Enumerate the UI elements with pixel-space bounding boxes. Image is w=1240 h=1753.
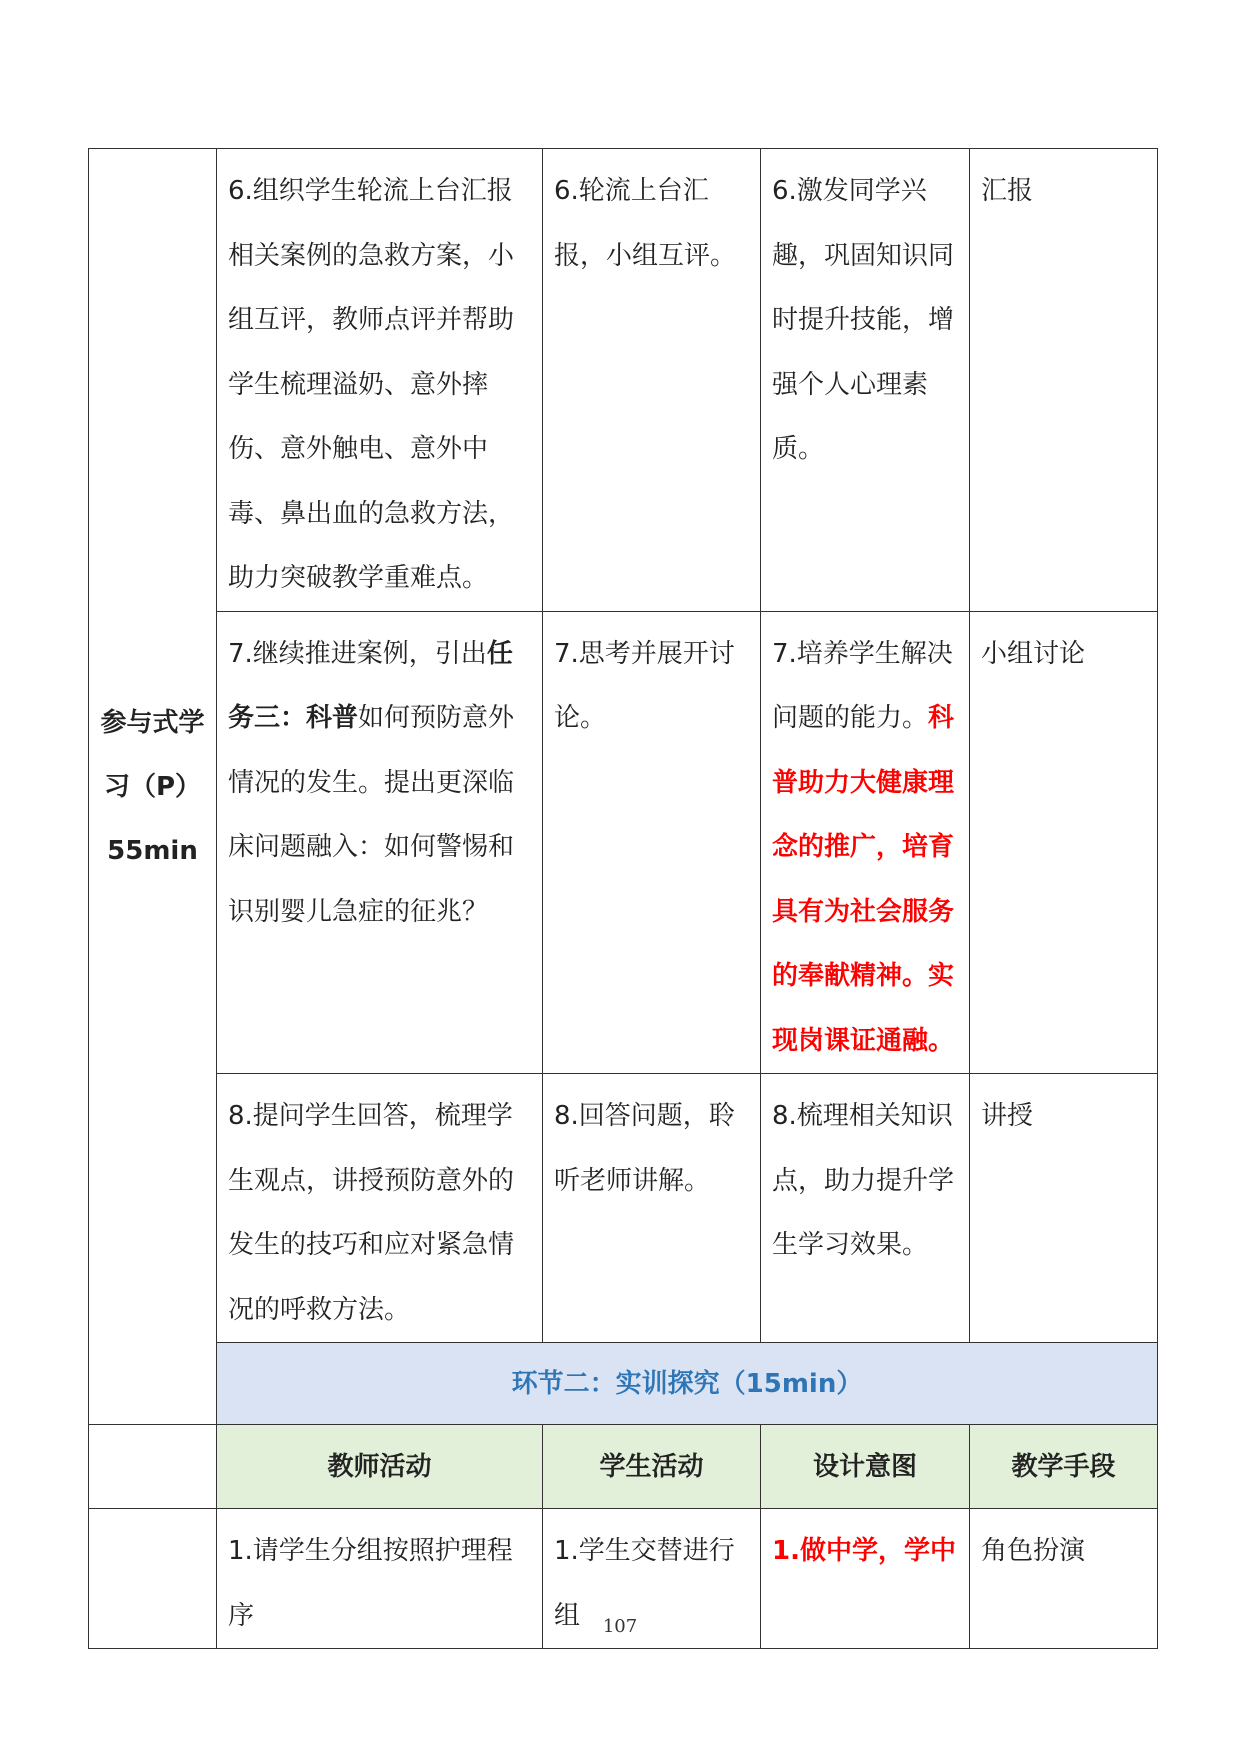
header-teaching-method: 教学手段 [970,1425,1158,1509]
teacher-activity-text: 7.继续推进案例，引出 [228,638,487,669]
phase-label-line1: 参与式学 [100,707,205,738]
teacher-activity-cell [217,611,543,1074]
student-activity-cell: 6.轮流上台汇报，小组互评。 [543,149,761,612]
phase-label-cell [89,149,217,1425]
section-row [89,1343,1158,1425]
teacher-activity-cell: 1.请学生分组按照护理程序 [217,1509,543,1649]
teaching-method-cell: 小组讨论 [970,611,1158,1074]
header-student-activity: 学生活动 [543,1425,761,1509]
task-three-highlight: 任务三：科普 [228,638,513,733]
header-design-intent: 设计意图 [761,1425,970,1509]
student-activity-cell: 7.思考并展开讨论。 [543,611,761,1074]
page-number: 107 [602,1616,638,1637]
teaching-method-cell: 讲授 [970,1074,1158,1343]
phase-label-line2: 习（P） [103,771,202,802]
header-teacher-activity: 教师活动 [217,1425,543,1509]
column-header-row [89,1425,1158,1509]
design-intent-cell: 1.做中学，学中 [761,1509,970,1649]
ideological-highlight: 科普助力大健康理念的推广，培育具有为社会服务的奉献精神。实现岗课证通融。 [772,703,955,1056]
student-activity-cell: 1.学生交替进行组 [543,1509,761,1649]
design-intent-cell: 8.梳理相关知识点，助力提升学生学习效果。 [761,1074,970,1343]
table-row [89,611,1158,1074]
phase-label-duration: 55min [107,835,198,866]
teacher-activity-text-cont: 如何预防意外情况的发生。提出更深临床问题融入：如何警惕和识别婴儿急症的征兆？ [228,703,515,927]
table-row [89,1074,1158,1343]
student-activity-cell: 8.回答问题，聆听老师讲解。 [543,1074,761,1343]
teaching-method-cell: 角色扮演 [970,1509,1158,1649]
design-intent-cell [761,611,970,1074]
phase-cell-continued [89,1425,217,1509]
section-title: 环节二：实训探究（15min） [217,1343,1158,1425]
teaching-method-cell: 汇报 [970,149,1158,612]
lesson-plan-table [88,148,1158,1649]
design-intent-text: 7.培养学生解决问题的能力。 [772,638,953,733]
teacher-activity-cell: 6.组织学生轮流上台汇报相关案例的急救方案，小组互评，教师点评并帮助学生梳理溢奶、意外摔伤、意外触电、意外中毒、鼻出血的急救方法，助力突破教学重难点。 [217,149,543,612]
teacher-activity-cell: 8.提问学生回答，梳理学生观点，讲授预防意外的发生的技巧和应对紧急情况的呼救方法。 [217,1074,543,1343]
design-intent-cell: 6.激发同学兴趣，巩固知识同时提升技能，增强个人心理素质。 [761,149,970,612]
table-row [89,149,1158,612]
